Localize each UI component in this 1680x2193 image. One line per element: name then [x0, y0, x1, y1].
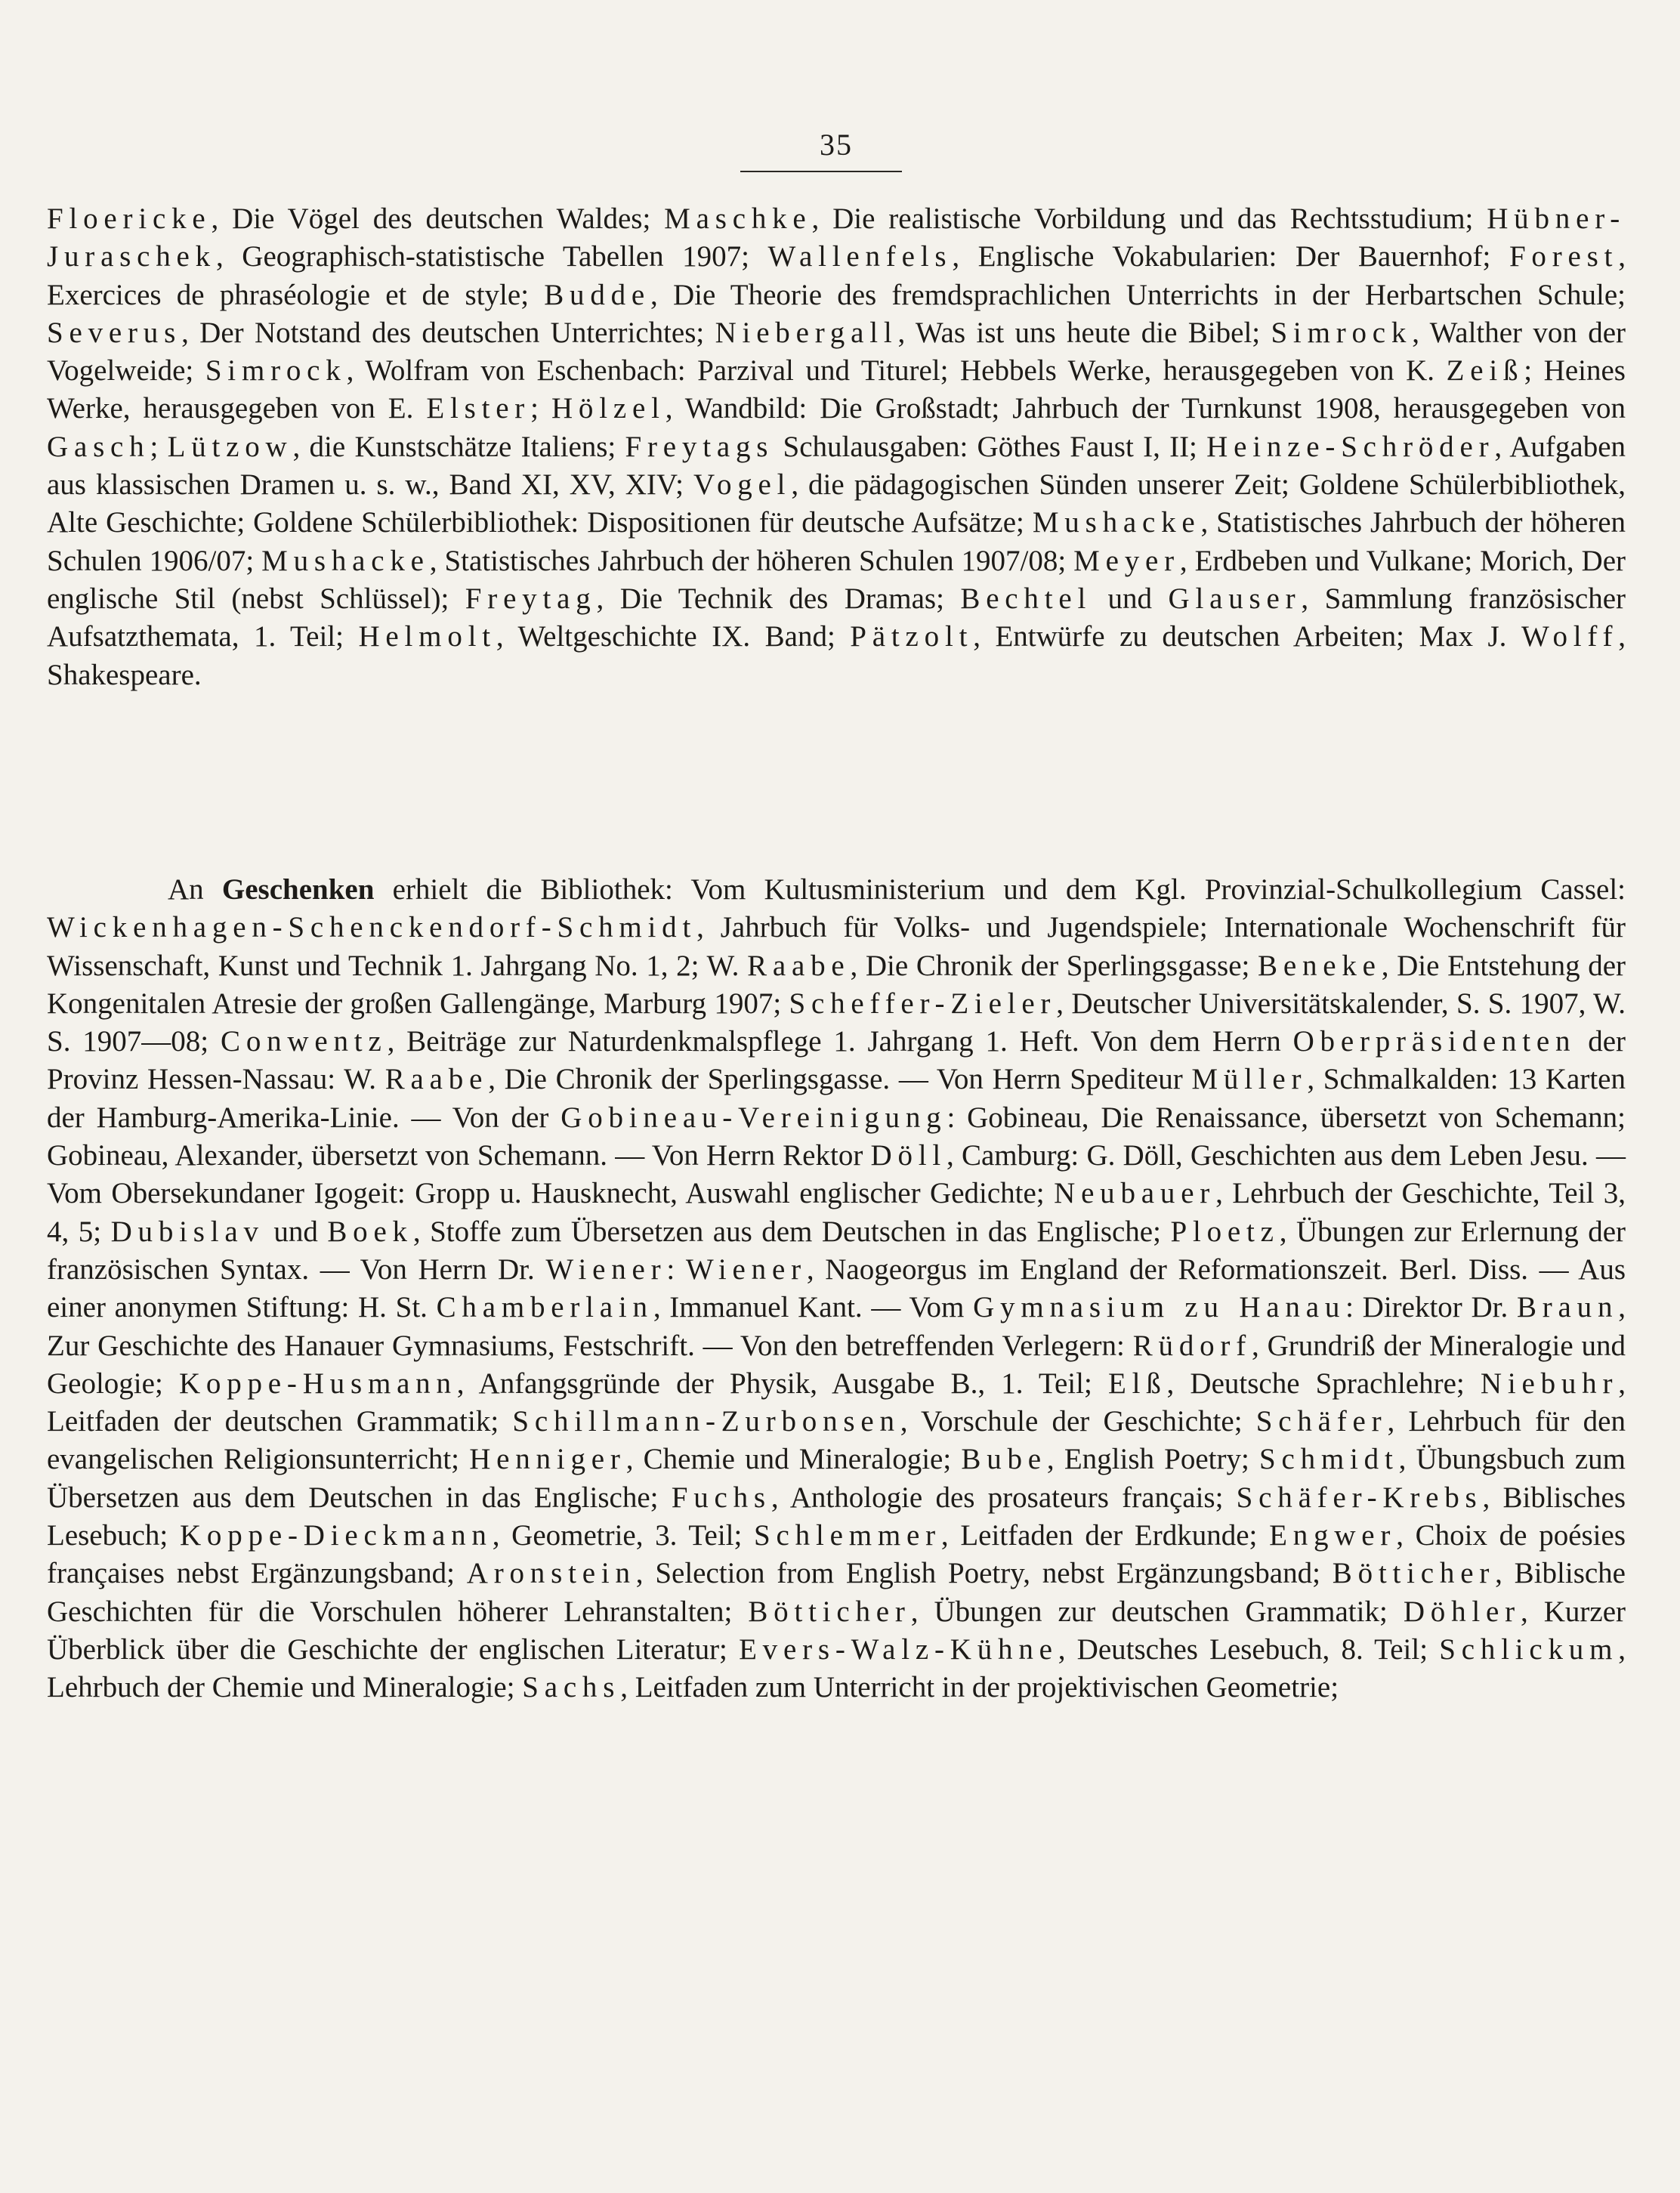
- spaced-name: Dubislav: [110, 1215, 264, 1248]
- text-run: , Übungsbuch zum Übersetzen aus dem Deutschen in das Englische;: [47, 1443, 1626, 1514]
- spaced-name: Mushacke: [1032, 506, 1201, 539]
- text-run: , Geometrie, 3. Teil;: [492, 1519, 755, 1552]
- spaced-name: Pätzolt: [850, 620, 974, 653]
- spaced-name: Koppe-Dieckmann: [179, 1519, 493, 1552]
- text-run: und: [1092, 582, 1169, 615]
- text-run: , die Kunstschätze Italiens;: [292, 430, 625, 463]
- spaced-name: Schlemmer: [754, 1519, 941, 1552]
- text-run: ;: [150, 430, 168, 463]
- text-run: , Walther von der Vogelweide;: [47, 316, 1626, 388]
- spaced-name: Neubauer: [1054, 1177, 1216, 1210]
- document-page: [47, 0, 1626, 2193]
- text-run: ; Heines Werke, herausgegeben von E.: [47, 354, 1626, 425]
- spaced-name: Heinze-Schröder: [1206, 430, 1495, 463]
- page-number: 35: [820, 128, 853, 162]
- text-run: , Immanuel Kant. — Vom: [653, 1291, 974, 1324]
- text-run: , Selection from English Poetry, nebst Ergänzungsband;: [635, 1557, 1333, 1590]
- text-run: : Gobineau, Die Renaissance, übersetzt von Schemann; Gobineau, Alexander, übersetzt von Schemann. — Von Herrn Rektor: [47, 1101, 1626, 1172]
- spaced-name: Floericke: [47, 202, 212, 235]
- spaced-name: Freytags: [625, 430, 774, 463]
- spaced-name: Lützow: [167, 430, 293, 463]
- text-run: , Lehrbuch der Geschichte, Teil 3, 4, 5;: [47, 1177, 1626, 1248]
- text-run: , Weltgeschichte IX. Band;: [496, 620, 851, 653]
- text-run: , Deutscher Universitätskalender, S. S. 1907, W. S. 1907—08;: [47, 987, 1626, 1058]
- text-run: , Deutsche Sprachlehre;: [1166, 1367, 1481, 1400]
- spaced-name: Meyer: [1073, 544, 1180, 577]
- spaced-name: Helmolt: [358, 620, 496, 653]
- text-run: ;: [530, 392, 551, 425]
- text-run: , Erdbeben und Vulkane; Morich, Der englische Stil (nebst Schlüssel);: [47, 544, 1626, 615]
- text-run: , Aufgaben aus klassischen Dramen u. s. w., Band XI, XV, XIV;: [47, 430, 1626, 502]
- spaced-name: Koppe-Husmann: [178, 1367, 457, 1400]
- text-run: , Wolfram von Eschenbach: Parzival und Titurel; Hebbels Werke, herausgegeben von K.: [346, 354, 1447, 388]
- spaced-name: Hölzel: [551, 392, 666, 425]
- spaced-name: Forest: [1509, 240, 1619, 273]
- text-run: , Statistisches Jahrbuch der höheren Schulen 1907/08;: [429, 544, 1074, 577]
- page-number-rule: [740, 171, 902, 172]
- spaced-name: Aronstein: [466, 1557, 636, 1590]
- spaced-name: Schäfer-Krebs: [1236, 1481, 1483, 1514]
- spaced-name: Ploetz: [1170, 1215, 1280, 1248]
- spaced-name: Simrock: [205, 354, 347, 388]
- text-run: , Stoffe zum Übersetzen aus dem Deutschen in das Englische;: [412, 1215, 1171, 1248]
- text-run: , Geographisch-statistische Tabellen 1907;: [215, 240, 768, 273]
- spaced-name: Oberpräsidenten: [1292, 1025, 1577, 1058]
- spaced-name: Bötticher: [1332, 1557, 1496, 1590]
- text-run: , Kurzer Überblick über die Geschichte der englischen Literatur;: [47, 1595, 1626, 1666]
- text-run: , Chemie und Mineralogie;: [625, 1443, 962, 1476]
- spaced-name: Gymnasium zu Hanau: [973, 1291, 1346, 1324]
- text-run: Schulausgaben: Göthes Faust I, II;: [774, 430, 1207, 463]
- spaced-name: Wiener: [545, 1252, 667, 1286]
- spaced-name: Rüdorf: [1132, 1329, 1252, 1362]
- spaced-name: Scheffer-Zieler: [789, 987, 1057, 1020]
- text-run: , Übungen zur deutschen Grammatik;: [910, 1595, 1404, 1628]
- text-run: , Entwürfe zu deutschen Arbeiten; Max J.: [973, 620, 1521, 653]
- spaced-name: Severus: [47, 316, 182, 349]
- spaced-name: Bötticher: [748, 1595, 911, 1628]
- paragraph-acquisitions-list: [47, 200, 1626, 694]
- text-run: , Naogeorgus im England der Reformationszeit. Berl. Diss. — Aus einer anonymen Stiftung: H. St.: [47, 1252, 1626, 1324]
- spaced-name: Schlickum: [1439, 1632, 1619, 1666]
- text-run: , Schmalkalden: 13 Karten der Hamburg-Amerika-Linie. — Von der: [47, 1063, 1626, 1134]
- text-run: , Biblische Geschichten für die Vorschulen höherer Lehranstalten;: [47, 1557, 1626, 1628]
- paragraph-gifts-list: [47, 871, 1626, 1707]
- spaced-name: Simrock: [1271, 316, 1413, 349]
- text-run: , Deutsches Lesebuch, 8. Teil;: [1058, 1632, 1440, 1666]
- text-run: , Camburg: G. Döll, Geschichten aus dem Leben Jesu. — Vom Obersekundaner Igogeit: Gropp u. Hausknecht, Auswahl englischer Gedichte;: [47, 1139, 1626, 1210]
- text-run: , Leitfaden der deutschen Grammatik;: [47, 1367, 1626, 1438]
- text-run: , Biblisches Lesebuch;: [47, 1481, 1626, 1552]
- text-run: , Was ist uns heute die Bibel;: [897, 316, 1271, 349]
- spaced-name: Raabe: [747, 949, 851, 982]
- spaced-name: Döll: [870, 1139, 947, 1172]
- text-run: , Die Vögel des deutschen Waldes;: [211, 202, 665, 235]
- text-run: , Shakespeare.: [47, 620, 1626, 691]
- text-run: , Der Notstand des deutschen Unterrichtes;: [181, 316, 715, 349]
- text-run: , Jahrbuch für Volks- und Jugendspiele; Internationale Wochenschrift für Wissenschaft, Kunst und Technik 1. Jahrgang No. 1, 2; W.: [47, 911, 1626, 982]
- text-run: , Grundriß der Mineralogie und Geologie;: [47, 1329, 1626, 1400]
- spaced-name: Beneke: [1258, 949, 1382, 982]
- text-run: , Lehrbuch der Chemie und Mineralogie;: [47, 1632, 1626, 1704]
- spaced-name: Niebergall: [715, 316, 898, 349]
- text-run: , Beiträge zur Naturdenkmalspflege 1. Jahrgang 1. Heft. Von dem Herrn: [387, 1025, 1293, 1058]
- spaced-name: Bechtel: [960, 582, 1092, 615]
- text-run: , Choix de poésies françaises nebst Ergänzungsband;: [47, 1519, 1626, 1590]
- spaced-name: Mushacke: [261, 544, 430, 577]
- text-run: erhielt die Bibliothek: Vom Kultusministerium und dem Kgl. Provinzial-Schulkollegium Cassel:: [374, 873, 1626, 906]
- text-run: :: [666, 1252, 686, 1286]
- spaced-name: Braun: [1516, 1291, 1619, 1324]
- text-run: , English Poetry;: [1046, 1443, 1259, 1476]
- spaced-name: Engwer: [1269, 1519, 1397, 1552]
- text-run: , Die Technik des Dramas;: [596, 582, 961, 615]
- text-run: , Wandbild: Die Großstadt; Jahrbuch der Turnkunst 1908, herausgegeben von: [665, 392, 1626, 425]
- spaced-name: Henniger: [469, 1443, 626, 1476]
- text-run: : Direktor Dr.: [1345, 1291, 1517, 1324]
- spaced-name: Hübner-Juraschek: [47, 202, 1626, 273]
- text-run: , Die Chronik der Sperlingsgasse. — Von Herrn Spediteur: [488, 1063, 1192, 1096]
- spaced-name: Wolff: [1521, 620, 1619, 653]
- spaced-name: Wiener: [685, 1252, 807, 1286]
- spaced-name: Gasch: [47, 430, 150, 463]
- spaced-name: Raabe: [384, 1063, 489, 1096]
- text-run: der Provinz Hessen-Nassau: W.: [47, 1025, 1626, 1096]
- text-run: , Zur Geschichte des Hanauer Gymnasiums, Festschrift. — Von den betreffenden Verlegern:: [47, 1291, 1626, 1362]
- spaced-name: Maschke: [664, 202, 812, 235]
- text-run: , die pädagogischen Sünden unserer Zeit; Goldene Schülerbibliothek, Alte Geschichte; Goldene Schülerbibliothek: Dispositionen für deutsche Aufsätze;: [47, 468, 1626, 539]
- spaced-name: Niebuhr: [1480, 1367, 1619, 1400]
- spaced-name: Wickenhagen-Schenckendorf-Schmidt: [47, 911, 697, 944]
- spaced-name: Schmidt: [1259, 1443, 1399, 1476]
- text-run: , Vorschule der Geschichte;: [900, 1405, 1256, 1438]
- spaced-name: Schillmann-Zurbonsen: [512, 1405, 900, 1438]
- text-run: , Leitfaden der Erdkunde;: [940, 1519, 1270, 1552]
- spaced-name: Glauser: [1168, 582, 1302, 615]
- spaced-name: Fuchs: [671, 1481, 771, 1514]
- text-run: , Leitfaden zum Unterricht in der projektivischen Geometrie;: [620, 1671, 1339, 1704]
- text-run: , Anthologie des prosateurs français;: [771, 1481, 1237, 1514]
- spaced-name: Budde: [544, 278, 651, 311]
- spaced-name: Conwentz: [221, 1025, 388, 1058]
- spaced-name: Bube: [961, 1443, 1047, 1476]
- spaced-name: Elß: [1107, 1367, 1167, 1400]
- text-run: , Englische Vokabularien: Der Bauernhof;: [952, 240, 1509, 273]
- text-run: , Die realistische Vorbildung und das Rechtsstudium;: [811, 202, 1487, 235]
- spaced-name: Döhler: [1403, 1595, 1521, 1628]
- spaced-name: Freytag: [465, 582, 597, 615]
- text-run: , Die Chronik der Sperlingsgasse;: [850, 949, 1258, 982]
- text-run: , Statistisches Jahrbuch der höheren Schulen 1906/07;: [47, 506, 1626, 577]
- text-run: , Anfangsgründe der Physik, Ausgabe B., 1. Teil;: [456, 1367, 1108, 1400]
- spaced-name: Evers-Walz-Kühne: [739, 1632, 1058, 1666]
- text-run: , Die Theorie des fremdsprachlichen Unterrichts in der Herbartschen Schule;: [650, 278, 1626, 311]
- text-run: , Exercices de phraséologie et de style;: [47, 240, 1626, 311]
- spaced-name: Elster: [426, 392, 531, 425]
- text-run: , Übungen zur Erlernung der französischen Syntax. — Von Herrn Dr.: [47, 1215, 1626, 1286]
- spaced-name: Schäfer: [1255, 1405, 1388, 1438]
- spaced-name: Gobineau-Vereinigung: [561, 1101, 947, 1134]
- spaced-name: Boek: [327, 1215, 413, 1248]
- text-run: , Sammlung französischer Aufsatzthemata, 1. Teil;: [47, 582, 1626, 653]
- text-run: und: [264, 1215, 328, 1248]
- spaced-name: Zeiß: [1446, 354, 1524, 388]
- spaced-name: Vogel: [693, 468, 792, 502]
- spaced-name: Müller: [1191, 1063, 1308, 1096]
- text-run: An: [168, 873, 222, 906]
- text-run: , Lehrbuch für den evangelischen Religionsunterricht;: [47, 1405, 1626, 1476]
- spaced-name: Chamberlain: [436, 1291, 653, 1324]
- bold-heading-word: Geschenken: [221, 873, 375, 906]
- spaced-name: Sachs: [522, 1671, 621, 1704]
- text-run: , Die Entstehung der Kongenitalen Atresie der großen Gallengänge, Marburg 1907;: [47, 949, 1626, 1020]
- spaced-name: Wallenfels: [767, 240, 953, 273]
